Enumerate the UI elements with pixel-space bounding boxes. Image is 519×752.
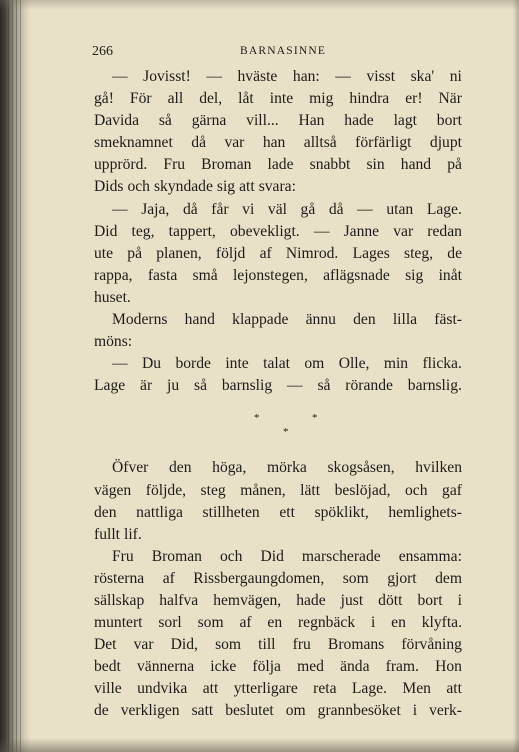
word: beslöjad, xyxy=(334,481,391,499)
word: var xyxy=(224,134,245,152)
word: skyndade xyxy=(153,178,213,196)
word: visst xyxy=(366,68,396,85)
word: nattliga xyxy=(136,503,183,521)
word: som xyxy=(215,636,242,654)
word: gjort xyxy=(387,569,417,587)
word: sorl xyxy=(158,614,182,632)
word: möns: xyxy=(94,333,133,351)
word: Bromans xyxy=(327,636,385,654)
word: och xyxy=(405,481,428,499)
text-line xyxy=(94,176,462,198)
word: barnslig xyxy=(221,377,273,395)
bottom-shadow xyxy=(0,738,519,752)
word: i xyxy=(370,614,376,632)
text-line xyxy=(94,656,462,678)
page-number: 266 xyxy=(92,44,113,59)
word: de xyxy=(94,702,109,720)
word: ju xyxy=(167,377,180,395)
word: Rissbergaungdomen, xyxy=(193,569,325,587)
word: på xyxy=(127,244,142,262)
word: fasta xyxy=(147,266,178,284)
word: klappade xyxy=(232,311,289,329)
word: på xyxy=(447,156,462,174)
text-line xyxy=(94,678,462,700)
text-block-after-break xyxy=(94,457,462,722)
word: Lage xyxy=(94,377,126,395)
word: rörande xyxy=(345,377,393,395)
word: med xyxy=(297,658,324,676)
asterisk: * xyxy=(254,412,260,425)
word: en xyxy=(267,614,283,632)
word: smeknamnet xyxy=(94,134,173,152)
word: — xyxy=(112,68,128,85)
text-line xyxy=(94,700,462,722)
word: hand xyxy=(184,311,215,329)
asterisk: * xyxy=(312,412,318,425)
word: Lages xyxy=(352,244,390,262)
word: stillheten xyxy=(202,503,260,521)
text-line xyxy=(94,309,462,331)
word: fullt xyxy=(94,525,120,543)
word: så xyxy=(194,377,208,395)
word: Lage. xyxy=(351,680,387,698)
word: ni xyxy=(449,68,462,85)
word: lätt xyxy=(300,481,321,499)
word: ännu xyxy=(305,311,336,329)
word: steg, xyxy=(404,244,434,262)
word: var xyxy=(393,222,414,240)
word: då xyxy=(328,200,344,218)
word: huset. xyxy=(94,288,131,306)
section-break xyxy=(94,397,462,457)
text-line xyxy=(94,199,462,221)
word: del, xyxy=(199,90,223,108)
word: lif. xyxy=(124,525,142,543)
word: snabbt xyxy=(309,156,351,174)
word: vill... xyxy=(246,112,279,130)
word: barnslig. xyxy=(407,377,462,395)
word: vi xyxy=(242,200,255,218)
word: och xyxy=(219,547,243,565)
word: den xyxy=(353,311,376,329)
word: redan xyxy=(427,222,462,240)
page-header xyxy=(92,44,460,62)
word: — xyxy=(357,200,373,218)
text-line xyxy=(94,154,462,176)
word: är xyxy=(140,377,153,395)
word: i xyxy=(412,702,418,720)
word: Men xyxy=(402,680,431,698)
word: ända xyxy=(340,658,370,676)
word: ville xyxy=(94,680,122,698)
text-line xyxy=(94,524,462,546)
word: att xyxy=(446,680,462,698)
word: vännerna xyxy=(136,658,195,676)
word: var xyxy=(133,636,154,654)
word: så xyxy=(158,112,172,130)
word: utan xyxy=(386,200,414,218)
word: reta xyxy=(313,680,337,698)
word: hade xyxy=(344,112,374,130)
word: planen, xyxy=(156,244,202,262)
word: höga, xyxy=(212,459,247,477)
word: Fru xyxy=(112,547,134,565)
word: ett xyxy=(279,503,295,521)
body-text xyxy=(94,66,462,723)
word: Han xyxy=(298,112,325,130)
text-line xyxy=(94,480,462,502)
word: fäst- xyxy=(434,311,462,329)
word: sällskap xyxy=(94,591,145,609)
word: Broman xyxy=(201,156,252,174)
word: — xyxy=(112,355,128,373)
word: af xyxy=(259,244,272,262)
word: steg xyxy=(200,481,226,499)
text-line xyxy=(94,66,462,88)
word: djupt xyxy=(429,134,462,152)
word: till xyxy=(258,636,276,654)
word: följa xyxy=(252,658,281,676)
text-line xyxy=(94,568,462,590)
word: sin xyxy=(366,156,385,174)
page-edges xyxy=(8,0,22,752)
text-block-before-break xyxy=(94,66,462,397)
word: — xyxy=(286,377,303,395)
word: hade xyxy=(296,591,326,609)
text-line xyxy=(94,88,462,110)
word: tappert, xyxy=(168,222,216,240)
text-line xyxy=(94,331,462,353)
word: förvåning xyxy=(401,636,462,654)
word: låt xyxy=(238,90,254,108)
word: bedt xyxy=(94,658,121,676)
word: beslutet xyxy=(225,702,274,720)
word: då xyxy=(182,200,198,218)
word: väl xyxy=(267,200,287,218)
word: gärna xyxy=(191,112,227,130)
text-line xyxy=(94,353,462,375)
word: verkligen xyxy=(120,702,180,720)
word: lagt xyxy=(393,112,417,130)
word: inte xyxy=(269,90,294,108)
text-line xyxy=(94,612,462,634)
word: af xyxy=(162,569,175,587)
word: gå xyxy=(300,200,316,218)
word: lejonstegen, xyxy=(232,266,308,284)
word: icke xyxy=(210,658,237,676)
word: upprörd. xyxy=(94,156,148,174)
word: — xyxy=(112,200,128,218)
word: alltså xyxy=(303,134,337,152)
word: rösterna xyxy=(94,569,145,587)
word: — xyxy=(206,68,222,85)
word: flicka. xyxy=(422,355,462,373)
word: borde xyxy=(175,355,211,373)
asterisk: * xyxy=(283,426,289,439)
word: han: xyxy=(292,68,320,85)
word: satt xyxy=(191,702,214,720)
word: den xyxy=(94,503,117,521)
word: gaf xyxy=(442,481,462,499)
running-head: BARNASINNE xyxy=(240,45,327,57)
word: er! xyxy=(405,90,423,108)
text-line xyxy=(94,375,462,397)
text-line xyxy=(94,265,462,287)
word: lade xyxy=(267,156,294,174)
word: skogsåsen, xyxy=(327,459,395,477)
word: månen, xyxy=(240,481,286,499)
word: om xyxy=(285,702,306,720)
word: muntert xyxy=(94,614,143,632)
word: mörka xyxy=(266,459,307,477)
word: hindra xyxy=(349,90,390,108)
word: då xyxy=(191,134,206,152)
text-line xyxy=(94,287,462,309)
word: — xyxy=(313,222,330,240)
word: och xyxy=(127,178,150,196)
word: fru xyxy=(292,636,311,654)
word: undvika xyxy=(137,680,188,698)
word: Did xyxy=(260,547,284,565)
word: mig xyxy=(309,90,334,108)
word: hväste xyxy=(237,68,278,85)
word: Jaja, xyxy=(141,200,170,218)
word: en xyxy=(391,614,406,632)
word: Moderns xyxy=(112,311,168,329)
word: marscherade xyxy=(301,547,381,565)
book-gutter xyxy=(0,0,30,752)
word: får xyxy=(211,200,229,218)
word: den xyxy=(169,459,192,477)
text-line xyxy=(94,110,462,132)
word: teg, xyxy=(131,222,155,240)
word: — xyxy=(335,68,351,85)
word: Det xyxy=(94,636,117,654)
text-line xyxy=(94,634,462,656)
word: om xyxy=(304,355,325,373)
text-line xyxy=(94,457,462,479)
word: Dids xyxy=(94,178,124,196)
word: inåt xyxy=(438,266,462,284)
word: Lage. xyxy=(426,200,462,218)
text-line xyxy=(94,546,462,568)
word: Hon xyxy=(435,658,462,676)
word: dött xyxy=(378,591,403,609)
right-page-edge xyxy=(513,0,519,752)
word: talat xyxy=(263,355,290,373)
word: inte xyxy=(225,355,249,373)
word: vägen xyxy=(94,481,132,499)
word: regnbäck xyxy=(297,614,356,632)
word: svara: xyxy=(258,178,296,196)
word: sig xyxy=(216,178,236,196)
word: förfärligt xyxy=(355,134,412,152)
word: de xyxy=(447,244,462,262)
text-line xyxy=(94,221,462,243)
word: Du xyxy=(141,355,162,373)
word: För xyxy=(129,90,152,108)
word: af xyxy=(239,614,252,632)
word: så xyxy=(317,377,331,395)
text-line xyxy=(94,243,462,265)
word: som xyxy=(197,614,224,632)
word: följde, xyxy=(145,481,187,499)
word: fram. xyxy=(385,658,419,676)
word: dem xyxy=(435,569,462,587)
word: som xyxy=(342,569,369,587)
text-line xyxy=(94,132,462,154)
word: Did xyxy=(94,222,118,240)
word: ska' xyxy=(410,68,435,85)
word: Jovisst! xyxy=(143,68,191,85)
word: Janne xyxy=(343,222,380,240)
word: hemvägen, xyxy=(213,591,282,609)
text-line xyxy=(94,590,462,612)
word: just xyxy=(340,591,364,609)
word: aflägsnade xyxy=(323,266,390,284)
word: hand xyxy=(400,156,432,174)
word: spöklikt, xyxy=(314,503,369,521)
word: grannbesöket xyxy=(317,702,401,720)
top-shadow xyxy=(0,0,519,10)
word: När xyxy=(438,90,462,108)
word: obevekligt. xyxy=(229,222,300,240)
word: halfva xyxy=(159,591,199,609)
text-line xyxy=(94,502,462,524)
word: verk- xyxy=(429,702,462,720)
word: lilla xyxy=(392,311,418,329)
word: Olle, xyxy=(338,355,370,373)
word: hvilken xyxy=(415,459,462,477)
word: sig xyxy=(405,266,424,284)
word: bort xyxy=(436,112,462,130)
word: i xyxy=(457,591,462,609)
word: Broman xyxy=(151,547,202,565)
word: han xyxy=(262,134,286,152)
word: att xyxy=(239,178,255,196)
word: Did, xyxy=(170,636,198,654)
word: små xyxy=(192,266,218,284)
word: Öfver xyxy=(112,459,149,477)
word: bort xyxy=(417,591,443,609)
word: all xyxy=(167,90,184,108)
word: ute xyxy=(94,244,114,262)
word: Nimrod. xyxy=(285,244,339,262)
word: Davida xyxy=(94,112,140,130)
word: följd xyxy=(215,244,246,262)
word: klyfta. xyxy=(421,614,462,632)
word: ytterligare xyxy=(233,680,298,698)
word: min xyxy=(383,355,409,373)
word: Fru xyxy=(163,156,186,174)
word: ensamma: xyxy=(398,547,462,565)
word: hemlighets- xyxy=(388,503,462,521)
word: rappa, xyxy=(94,266,133,284)
word: att xyxy=(202,680,219,698)
word: gå! xyxy=(94,90,114,108)
